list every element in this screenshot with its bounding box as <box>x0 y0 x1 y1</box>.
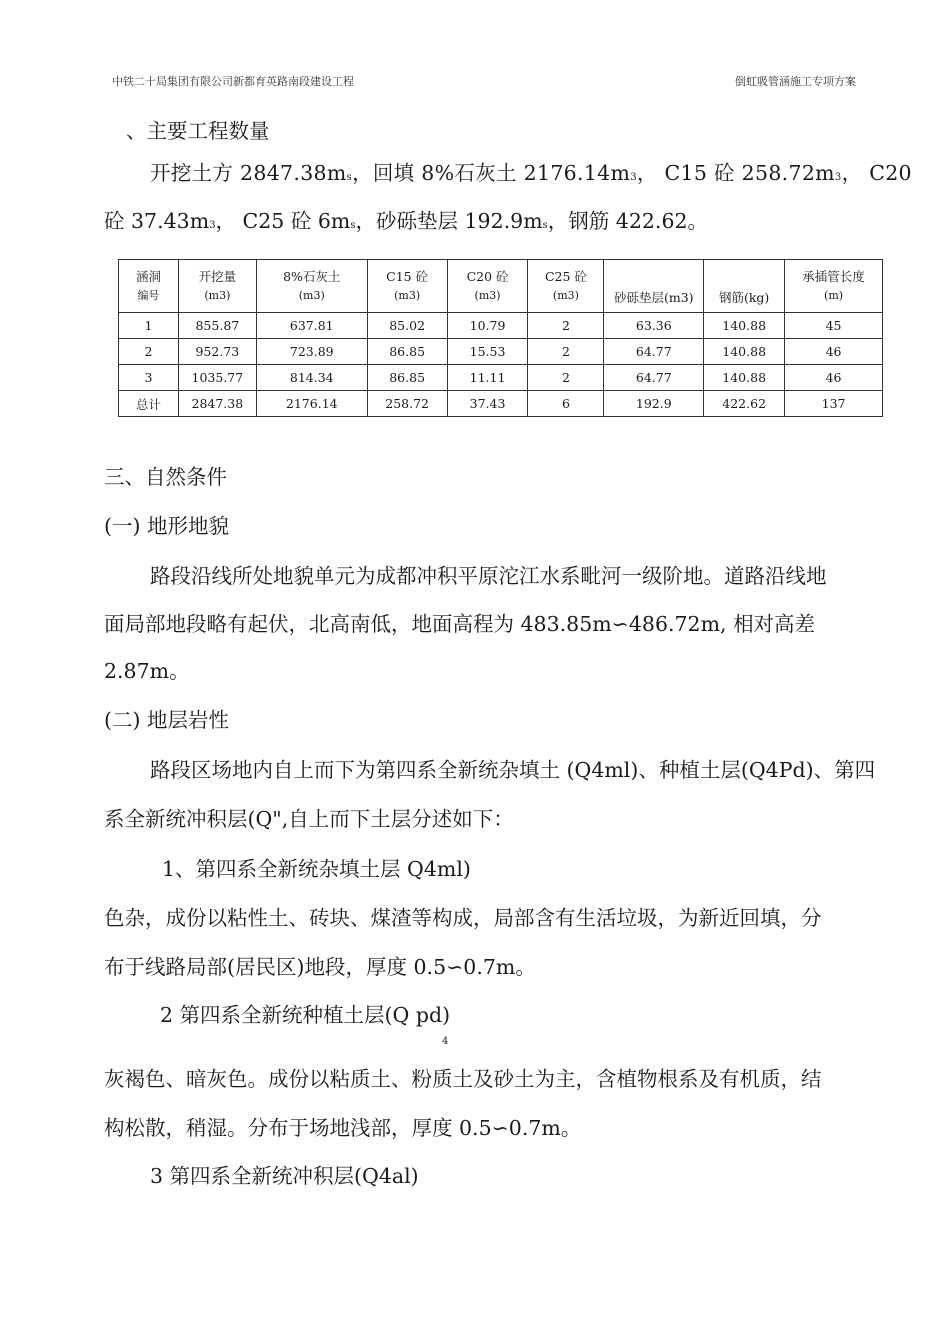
table-cell: 总计 <box>119 391 179 417</box>
table-cell: 46 <box>785 365 883 391</box>
subsection-terrain: (一) 地形地貌 <box>104 514 230 538</box>
table-header-row <box>119 260 883 313</box>
table-cell: 1 <box>119 313 179 339</box>
table-cell: 637.81 <box>256 313 367 339</box>
header-gravel: 砂砾垫层(m3) <box>604 260 704 313</box>
table-cell: 2847.38 <box>178 391 256 417</box>
table-cell: 140.88 <box>704 339 785 365</box>
table-cell: 814.34 <box>256 365 367 391</box>
table-cell: 2 <box>528 365 604 391</box>
paragraph-quantities-line2: 砼 37.43m3， C25 砼 6ms，砂砾垫层 192.9ms，钢筋 422.62。 <box>104 209 709 233</box>
table-row <box>119 365 883 391</box>
table-cell: 64.77 <box>604 365 704 391</box>
paragraph-terrain-line1: 路段沿线所处地貌单元为成都冲积平原沱江水系毗河一级阶地。道路沿线地 <box>150 564 827 588</box>
table-cell: 2 <box>528 339 604 365</box>
table-cell: 952.73 <box>178 339 256 365</box>
stratum-item-2-subscript: 4 <box>442 1036 449 1047</box>
paragraph-stratum2-line2: 构松散，稍湿。分布于场地浅部，厚度 0.5∽0.7m。 <box>104 1116 582 1140</box>
table-cell: 2 <box>528 313 604 339</box>
table-cell: 85.02 <box>367 313 447 339</box>
section-title-quantities: 、主要工程数量 <box>126 119 270 143</box>
table-row <box>119 339 883 365</box>
paragraph-quantities-line1: 开挖土方 2847.38ms，回填 8%石灰土 2176.14m3， C15 砼 258.72m3， C20 <box>150 161 912 185</box>
section-title-nature: 三、自然条件 <box>104 465 227 489</box>
table-cell: 140.88 <box>704 313 785 339</box>
table-cell: 64.77 <box>604 339 704 365</box>
stratum-item-1: 1、第四系全新统杂填土层 Q4ml) <box>162 857 471 881</box>
stratum-item-3: 3 第四系全新统冲积层(Q4al) <box>150 1164 419 1188</box>
header-rebar: 钢筋(kg) <box>704 260 785 313</box>
header-c25: C25 砼 (m3) <box>528 260 604 313</box>
paragraph-strata-line2: 系全新统冲积层(Q",自上而下土层分述如下： <box>104 807 514 831</box>
table-row-total <box>119 391 883 417</box>
header-pipe-length: 承插管长度 (m) <box>785 260 883 313</box>
table-cell: 140.88 <box>704 365 785 391</box>
table-cell: 192.9 <box>604 391 704 417</box>
table-cell: 86.85 <box>367 339 447 365</box>
header-c15: C15 砼 (m3) <box>367 260 447 313</box>
table-cell: 855.87 <box>178 313 256 339</box>
table-cell: 37.43 <box>447 391 528 417</box>
table-cell: 1035.77 <box>178 365 256 391</box>
table-cell: 2 <box>119 339 179 365</box>
header-left: 中铁二十局集团有限公司新都育英路南段建设工程 <box>112 75 354 88</box>
table-cell: 10.79 <box>447 313 528 339</box>
paragraph-stratum1-line1: 色杂，成份以粘性土、砖块、煤渣等构成，局部含有生活垃圾，为新近回填，分 <box>104 906 822 930</box>
quantities-table <box>118 259 883 417</box>
table-cell: 63.36 <box>604 313 704 339</box>
table-cell: 137 <box>785 391 883 417</box>
table-cell: 15.53 <box>447 339 528 365</box>
table-cell: 723.89 <box>256 339 367 365</box>
header-lime-soil: 8%石灰土 (m3) <box>256 260 367 313</box>
paragraph-terrain-line3: 2.87m。 <box>104 659 190 683</box>
paragraph-terrain-line2: 面局部地段略有起伏，北高南低，地面高程为 483.85m∽486.72m, 相对高差 <box>104 612 816 636</box>
header-excavation: 开挖量 (m3) <box>178 260 256 313</box>
header-right: 倒虹吸管涵施工专项方案 <box>735 75 856 88</box>
subsection-strata: (二) 地层岩性 <box>104 708 230 732</box>
table-row <box>119 313 883 339</box>
header-culvert-no: 涵洞 编号 <box>119 260 179 313</box>
stratum-item-2: 2 第四系全新统种植土层(Q pd) <box>160 1003 451 1027</box>
paragraph-stratum1-line2: 布于线路局部(居民区)地段，厚度 0.5∽0.7m。 <box>104 955 536 979</box>
table-cell: 258.72 <box>367 391 447 417</box>
table-cell: 46 <box>785 339 883 365</box>
table-cell: 86.85 <box>367 365 447 391</box>
table-cell: 45 <box>785 313 883 339</box>
table-cell: 422.62 <box>704 391 785 417</box>
header-c20: C20 砼 (m3) <box>447 260 528 313</box>
table-cell: 11.11 <box>447 365 528 391</box>
paragraph-strata-line1: 路段区场地内自上而下为第四系全新统杂填土 (Q4ml)、种植土层(Q4Pd)、第四 <box>150 758 876 782</box>
table-cell: 6 <box>528 391 604 417</box>
table-cell: 3 <box>119 365 179 391</box>
paragraph-stratum2-line1: 灰褐色、暗灰色。成份以粘质土、粉质土及砂土为主，含植物根系及有机质，结 <box>104 1067 822 1091</box>
table-cell: 2176.14 <box>256 391 367 417</box>
